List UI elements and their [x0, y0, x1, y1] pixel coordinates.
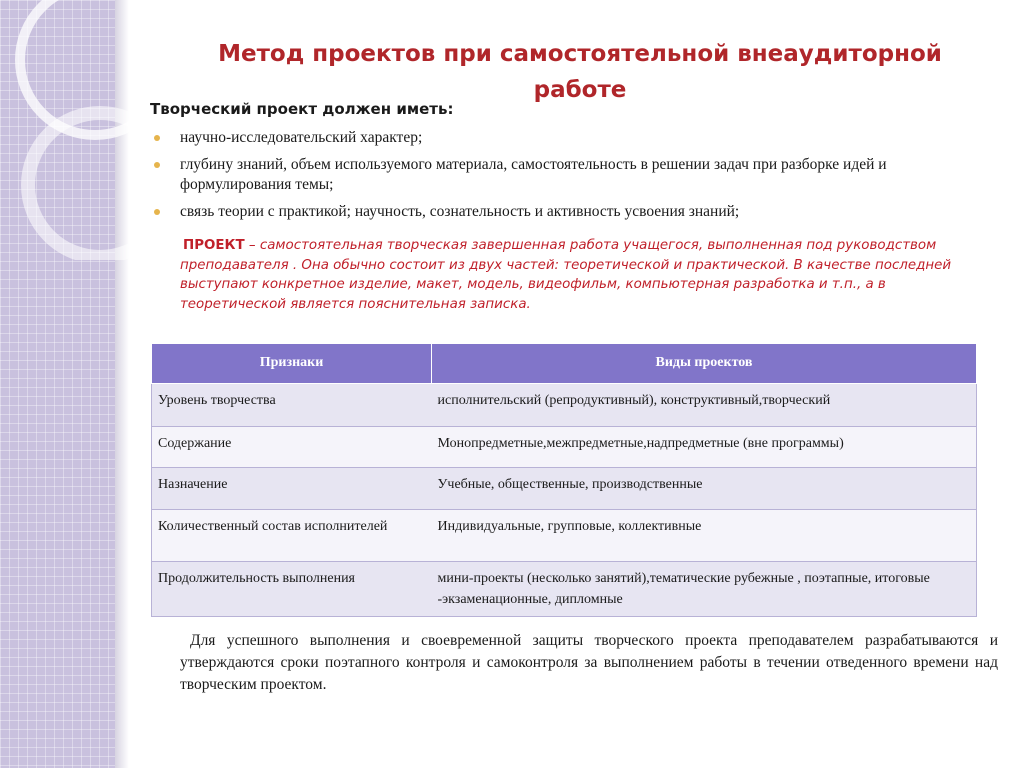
- subheading: Творческий проект должен иметь:: [150, 100, 454, 118]
- row-feature: Количественный состав исполнителей: [152, 510, 432, 562]
- row-feature: Содержание: [152, 427, 432, 468]
- header-features: Признаки: [152, 344, 432, 384]
- row-types: Учебные, общественные, производственные: [432, 468, 977, 510]
- row-types: Монопредметные,межпредметные,надпредметные (вне программы): [432, 427, 977, 468]
- list-item: [150, 128, 980, 148]
- list-item-text: научно-исследовательский характер;: [180, 129, 423, 146]
- row-types: Индивидуальные, групповые, коллективные: [432, 510, 977, 562]
- requirements-list: [150, 128, 980, 229]
- footer-paragraph: Для успешного выполнения и своевременной защиты творческого проекта преподавателем разрабатываются и утверждаются сроки поэтапного контроля и самоконтроля за выполнением работы в течении отведенного времени над творческим проектом.: [180, 632, 998, 693]
- table-row: [152, 468, 977, 510]
- row-types: мини-проекты (несколько занятий),тематические рубежные , поэтапные, итоговые -экзаменационные, дипломные: [432, 562, 977, 617]
- list-item-text: глубину знаний, объем используемого материала, самостоятельность в решении задач при разборке идей и формулирования темы;: [180, 156, 887, 193]
- table-row: [152, 384, 977, 427]
- table-row: [152, 562, 977, 617]
- slide-title: Метод проектов при самостоятельной внеаудиторной работе: [218, 41, 942, 103]
- bullet-dot-icon: [154, 135, 160, 141]
- list-item: [150, 202, 980, 222]
- row-types: исполнительский (репродуктивный), конструктивный,творческий: [432, 384, 977, 427]
- project-types-table: [151, 343, 977, 617]
- table-row: [152, 510, 977, 562]
- bullet-dot-icon: [154, 162, 160, 168]
- row-feature: Уровень творчества: [152, 384, 432, 427]
- table-header-row: [152, 344, 977, 384]
- definition-text: – самостоятельная творческая завершенная работа учащегося, выполненная под руководством преподавателя . Она обычно состоит из двух частей: теоретической и практической. В качестве последней выступают конкретное изделие, макет, модель, видеофильм, компьютерная разработка и т.п., а в теоретической является пояснительная записка.: [180, 238, 952, 312]
- header-project-types: Виды проектов: [432, 344, 977, 384]
- project-definition: [180, 236, 990, 314]
- table-row: [152, 427, 977, 468]
- decorative-rings: [0, 0, 140, 260]
- row-feature: Продолжительность выполнения: [152, 562, 432, 617]
- list-item-text: связь теории с практикой; научность, сознательность и активность усвоения знаний;: [180, 203, 740, 220]
- definition-term: ПРОЕКТ: [183, 238, 245, 253]
- list-item: [150, 155, 980, 195]
- row-feature: Назначение: [152, 468, 432, 510]
- bullet-dot-icon: [154, 209, 160, 215]
